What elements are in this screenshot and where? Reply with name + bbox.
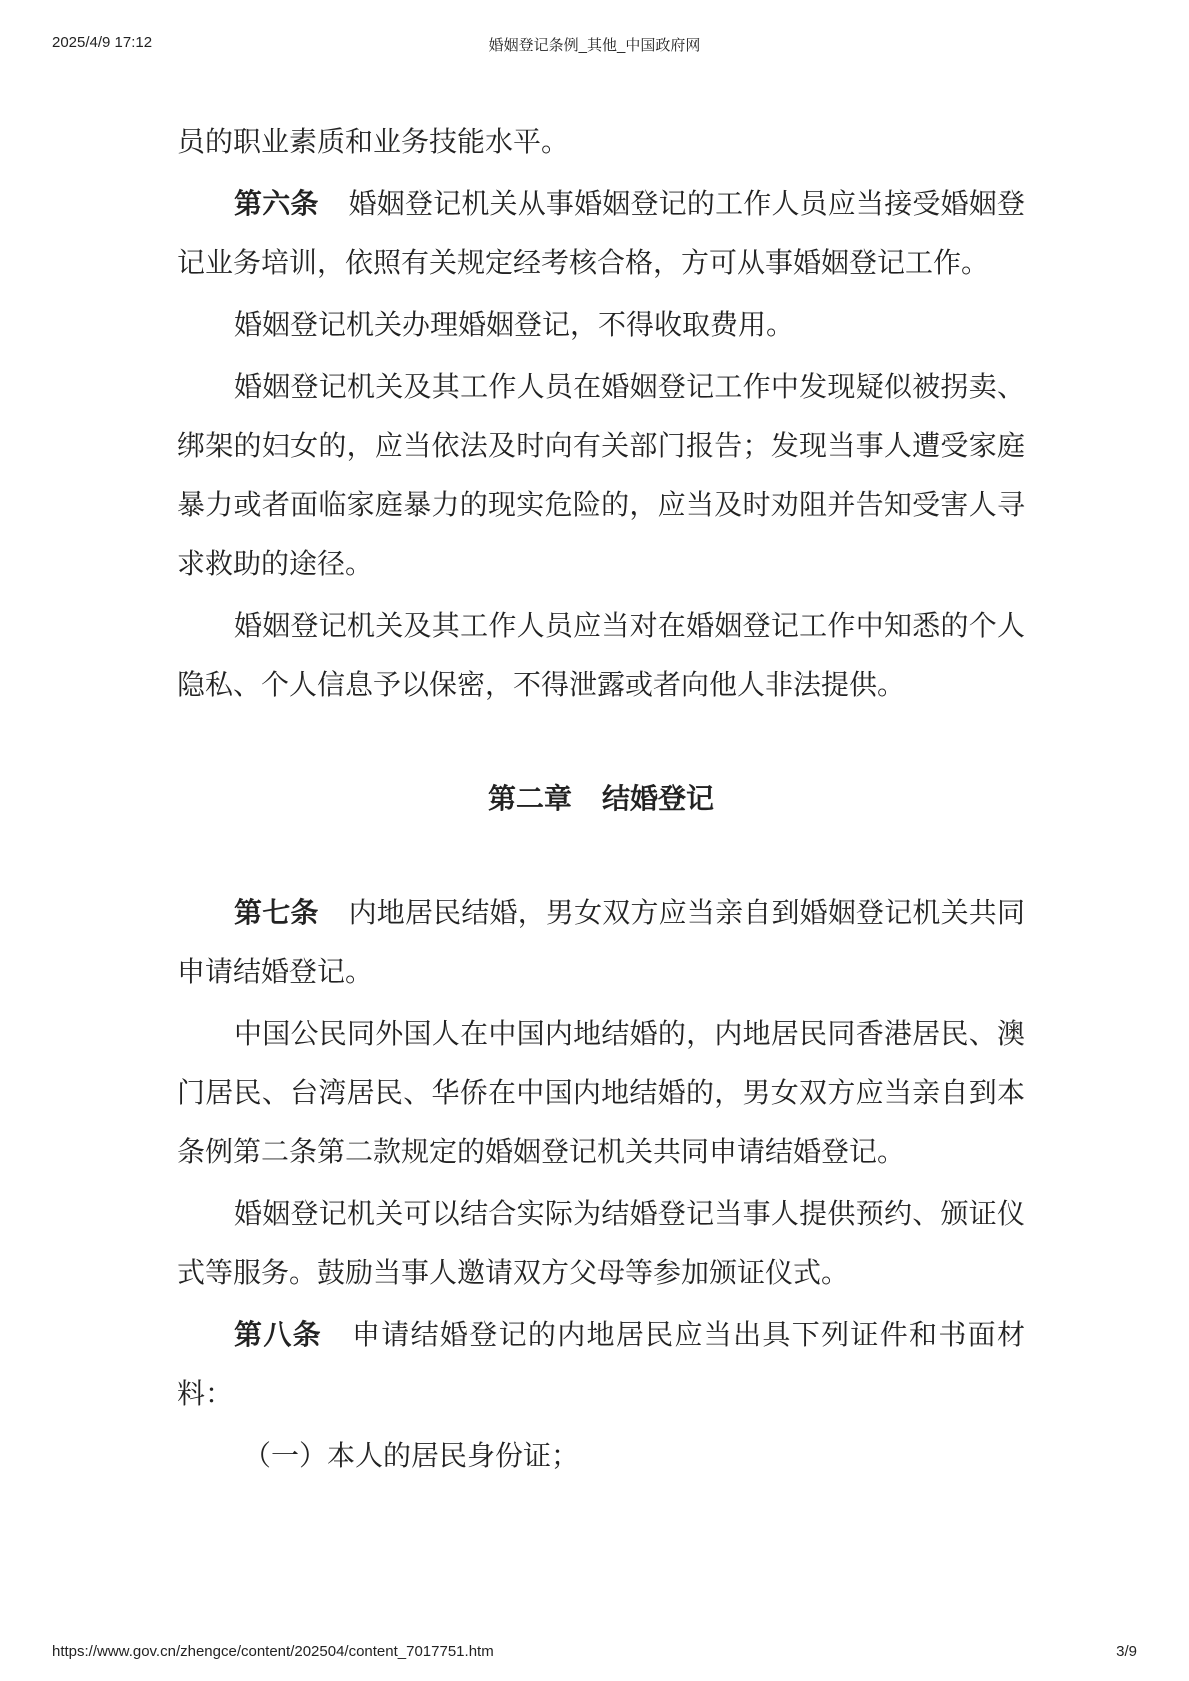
page-number: 3/9 <box>1116 1643 1137 1660</box>
paragraph-foreign: 中国公民同外国人在中国内地结婚的，内地居民同香港居民、澳门居民、台湾居民、华侨在中国内地结婚的，男女双方应当亲自到本条例第二条第二款规定的婚姻登记机关共同申请结婚登记。 <box>177 1017 1025 1168</box>
article-6-text: 婚姻登记机关从事婚姻登记的工作人员应当接受婚姻登记业务培训，依照有关规定经考核合格，方可从事婚姻登记工作。 <box>177 187 1025 279</box>
chapter-number: 第二章 <box>487 782 572 815</box>
article-6 <box>177 174 1025 292</box>
chapter-title: 结婚登记 <box>602 782 715 815</box>
page-title: 婚姻登记条例_其他_中国政府网 <box>488 37 701 54</box>
document-body <box>177 112 1025 1485</box>
article-6-label: 第六条 <box>234 187 319 220</box>
paragraph-privacy: 婚姻登记机关及其工作人员应当对在婚姻登记工作中知悉的个人隐私、个人信息予以保密，不得泄露或者向他人非法提供。 <box>177 609 1025 701</box>
article-7 <box>177 883 1025 1001</box>
article-8 <box>177 1305 1025 1423</box>
article-8-label: 第八条 <box>234 1318 322 1351</box>
paragraph-ceremony: 婚姻登记机关可以结合实际为结婚登记当事人提供预约、颁证仪式等服务。鼓励当事人邀请双方父母等参加颁证仪式。 <box>177 1197 1025 1289</box>
paragraph-continued: 员的职业素质和业务技能水平。 <box>177 125 570 158</box>
page-url: https://www.gov.cn/zhengce/content/202504/content_7017751.htm <box>52 1643 494 1660</box>
print-header <box>0 34 1189 54</box>
article-8-text: 申请结婚登记的内地居民应当出具下列证件和书面材料： <box>177 1318 1025 1410</box>
chapter-heading <box>177 769 1025 828</box>
article-7-label: 第七条 <box>234 896 319 929</box>
paragraph-fee: 婚姻登记机关办理婚姻登记，不得收取费用。 <box>234 308 795 341</box>
article-7-text: 内地居民结婚，男女双方应当亲自到婚姻登记机关共同申请结婚登记。 <box>177 896 1025 988</box>
list-item: （一）本人的居民身份证； <box>243 1439 580 1472</box>
print-datetime: 2025/4/9 17:12 <box>52 34 153 51</box>
paragraph-report: 婚姻登记机关及其工作人员在婚姻登记工作中发现疑似被拐卖、绑架的妇女的，应当依法及时向有关部门报告；发现当事人遭受家庭暴力或者面临家庭暴力的现实危险的，应当及时劝阻并告知受害人寻求救助的途径。 <box>177 370 1025 580</box>
print-footer <box>0 1643 1189 1663</box>
